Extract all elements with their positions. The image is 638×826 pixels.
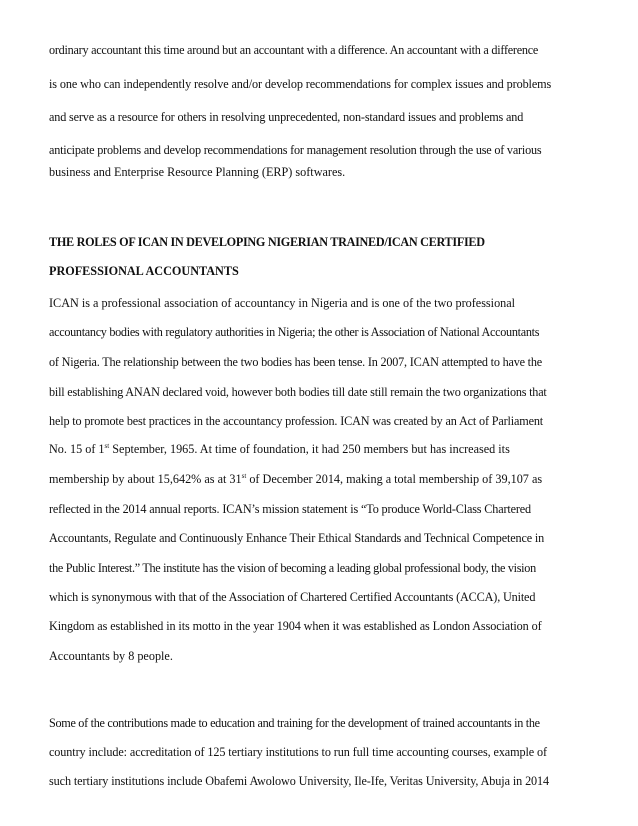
section-heading: THE ROLES OF ICAN IN DEVELOPING NIGERIAN TRAINED/ICAN CERTIFIED — [49, 235, 485, 249]
ordinal-suffix: st — [104, 441, 110, 450]
paragraph-line: Accountants, Regulate and Continuously Enhance Their Ethical Standards and Technical Competence in — [49, 531, 545, 545]
section-heading: PROFESSIONAL ACCOUNTANTS — [49, 264, 239, 278]
line-text: No. 15 of 1 — [49, 442, 105, 456]
line-text: September, 1965. At time of foundation, it had 250 members but has increased its — [109, 442, 510, 456]
paragraph-line: is one who can independently resolve and/or develop recommendations for complex issues and problems — [49, 77, 552, 91]
paragraph-line: bill establishing ANAN declared void, however both bodies till date still remain the two organizations that — [49, 385, 547, 399]
paragraph-line: country include: accreditation of 125 tertiary institutions to run full time accounting courses, example of — [49, 745, 547, 759]
paragraph-line: Accountants by 8 people. — [49, 649, 173, 663]
paragraph-line — [49, 442, 510, 456]
paragraph-line: which is synonymous with that of the Association of Chartered Certified Accountants (ACCA), United — [49, 590, 536, 604]
paragraph-line: accountancy bodies with regulatory authorities in Nigeria; the other is Association of National Accountants — [49, 325, 540, 339]
paragraph-line: the Public Interest.” The institute has the vision of becoming a leading global professional body, the vision — [49, 561, 536, 575]
paragraph-line — [49, 472, 542, 486]
paragraph-line: help to promote best practices in the accountancy profession. ICAN was created by an Act of Parliament — [49, 414, 544, 428]
paragraph-line: Some of the contributions made to education and training for the development of trained accountants in the — [49, 716, 540, 730]
paragraph-line: ICAN is a professional association of accountancy in Nigeria and is one of the two professional — [49, 296, 516, 310]
paragraph-line: and serve as a resource for others in resolving unprecedented, non-standard issues and problems and — [49, 110, 524, 124]
paragraph-line: anticipate problems and develop recommendations for management resolution through the use of various — [49, 143, 542, 157]
paragraph-line: reflected in the 2014 annual reports. ICAN’s mission statement is “To produce World-Class Chartered — [49, 502, 531, 516]
paragraph-line: such tertiary institutions include Obafemi Awolowo University, Ile-Ife, Veritas University, Abuja in 2014 — [49, 774, 550, 788]
paragraph-line: of Nigeria. The relationship between the two bodies has been tense. In 2007, ICAN attempted to have the — [49, 355, 542, 369]
line-text: membership by about 15,642% as at 31 — [49, 472, 242, 486]
line-text: of December 2014, making a total membership of 39,107 as — [246, 472, 543, 486]
paragraph-line: business and Enterprise Resource Planning (ERP) softwares. — [49, 165, 346, 179]
ordinal-suffix: st — [241, 471, 247, 480]
paragraph-line: ordinary accountant this time around but an accountant with a difference. An accountant with a difference — [49, 43, 539, 57]
paragraph-line: Kingdom as established in its motto in the year 1904 when it was established as London Association of — [49, 619, 542, 633]
